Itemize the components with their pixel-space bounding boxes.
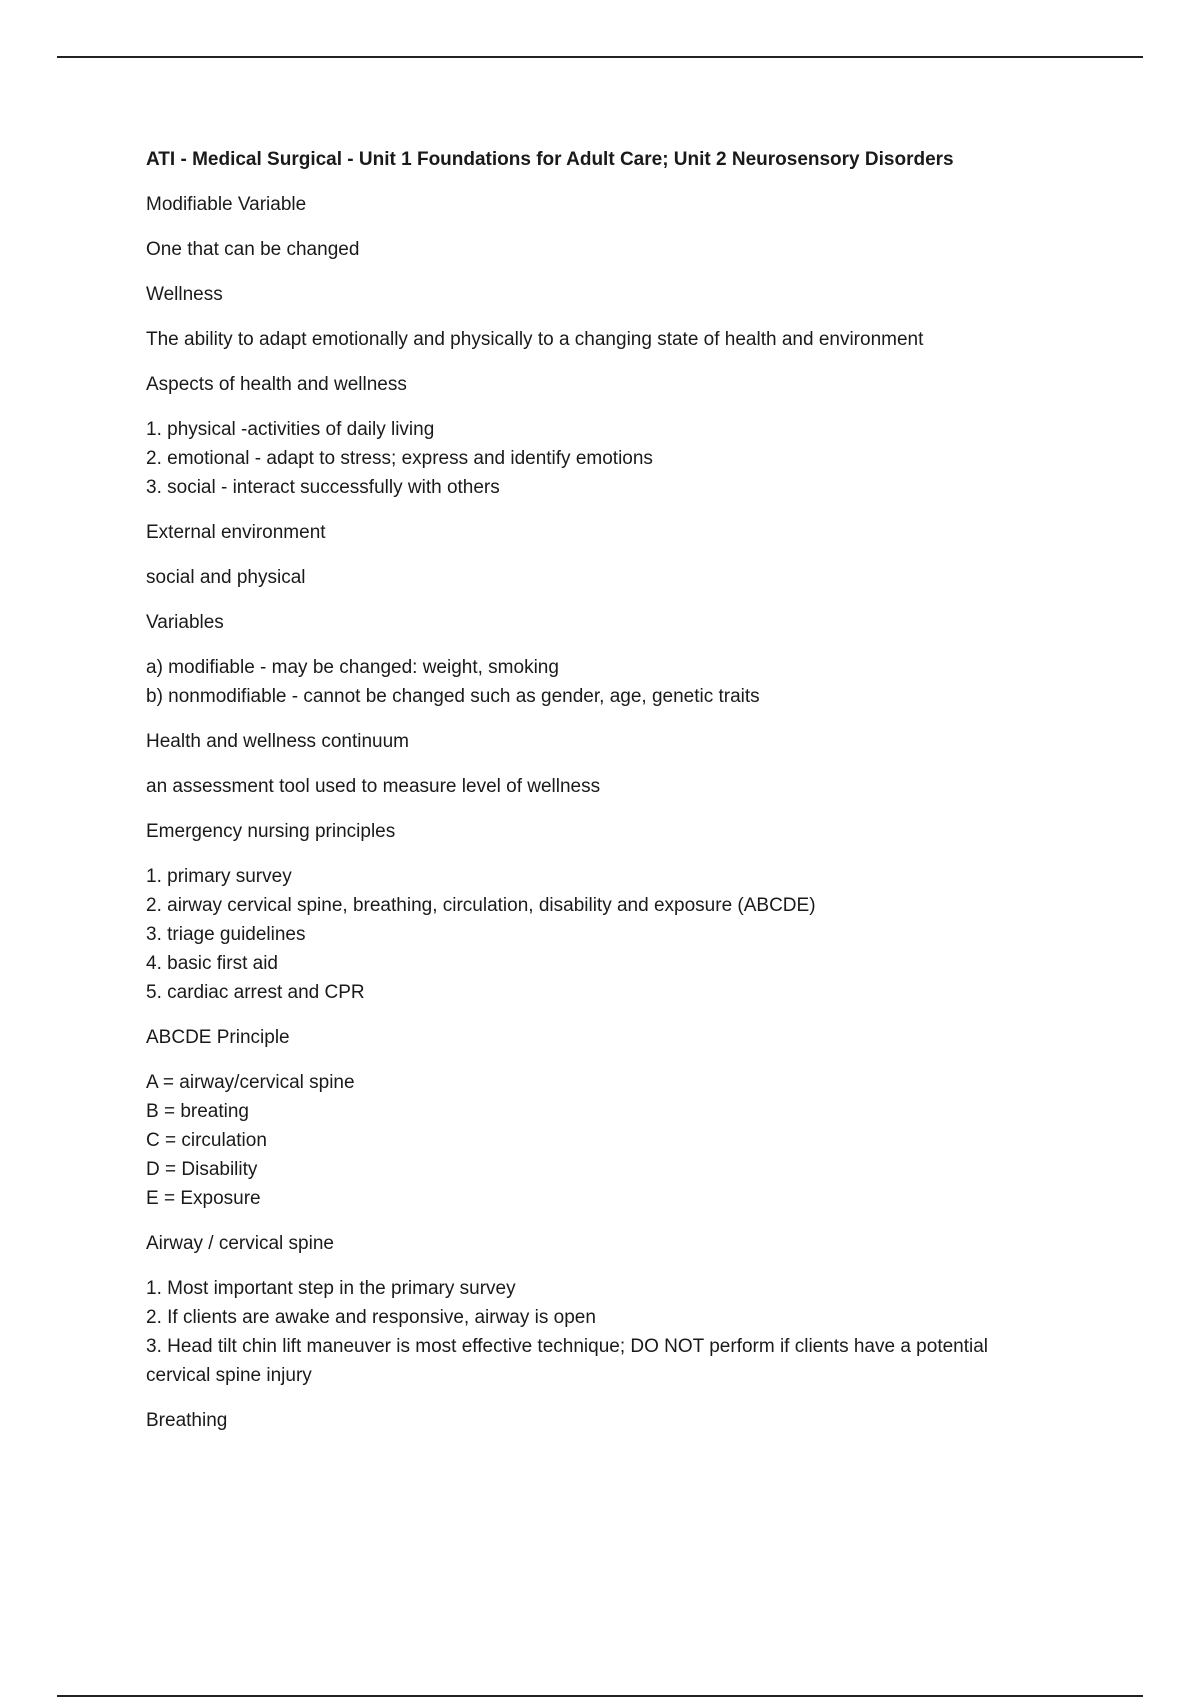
text-line: Modifiable Variable [146, 194, 307, 215]
text-line: Health and wellness continuum [146, 731, 409, 752]
text-entry [146, 1274, 1086, 1390]
text-line: C = circulation [146, 1130, 267, 1151]
text-entry [146, 817, 1086, 846]
text-line: Variables [146, 612, 224, 633]
text-entry [146, 518, 1086, 547]
document-body [146, 145, 1086, 1451]
text-entry [146, 772, 1086, 801]
text-entry [146, 190, 1086, 219]
text-entry [146, 1068, 1086, 1213]
text-line: 2. If clients are awake and responsive, airway is open [146, 1307, 596, 1328]
text-line: External environment [146, 522, 326, 543]
document-title: ATI - Medical Surgical - Unit 1 Foundations for Adult Care; Unit 2 Neurosensory Disorders [146, 149, 954, 170]
text-line: Aspects of health and wellness [146, 374, 407, 395]
text-line: an assessment tool used to measure level of wellness [146, 776, 601, 797]
text-entry [146, 280, 1086, 309]
entry-list [146, 190, 1086, 1435]
text-line: 2. airway cervical spine, breathing, circulation, disability and exposure (ABCDE) [146, 895, 816, 916]
text-entry [146, 1229, 1086, 1258]
text-line: 1. Most important step in the primary survey [146, 1278, 516, 1299]
text-entry [146, 563, 1086, 592]
text-line: 3. triage guidelines [146, 924, 306, 945]
text-line: Breathing [146, 1410, 228, 1431]
text-line: Emergency nursing principles [146, 821, 396, 842]
text-line: 2. emotional - adapt to stress; express and identify emotions [146, 448, 653, 469]
bottom-rule [57, 1695, 1143, 1697]
text-line: Wellness [146, 284, 223, 305]
text-line: ABCDE Principle [146, 1027, 290, 1048]
text-entry [146, 1406, 1086, 1435]
text-entry [146, 1023, 1086, 1052]
text-line: 4. basic first aid [146, 953, 278, 974]
text-line: E = Exposure [146, 1188, 261, 1209]
text-line: social and physical [146, 567, 306, 588]
text-line: Airway / cervical spine [146, 1233, 334, 1254]
text-entry [146, 325, 1086, 354]
top-rule [57, 56, 1143, 58]
text-entry [146, 862, 1086, 1007]
text-line: A = airway/cervical spine [146, 1072, 355, 1093]
text-line: 3. social - interact successfully with others [146, 477, 500, 498]
text-line: b) nonmodifiable - cannot be changed such as gender, age, genetic traits [146, 686, 760, 707]
text-line: D = Disability [146, 1159, 258, 1180]
text-line: One that can be changed [146, 239, 360, 260]
text-line: 3. Head tilt chin lift maneuver is most effective technique; DO NOT perform if clients have a potential [146, 1336, 989, 1357]
text-line: 5. cardiac arrest and CPR [146, 982, 365, 1003]
text-line: cervical spine injury [146, 1365, 312, 1386]
text-entry [146, 370, 1086, 399]
text-entry [146, 608, 1086, 637]
text-line: 1. primary survey [146, 866, 292, 887]
text-entry [146, 415, 1086, 502]
text-entry [146, 235, 1086, 264]
text-line: a) modifiable - may be changed: weight, smoking [146, 657, 559, 678]
text-entry [146, 727, 1086, 756]
text-entry [146, 653, 1086, 711]
text-line: The ability to adapt emotionally and physically to a changing state of health and environment [146, 329, 924, 350]
text-line: B = breating [146, 1101, 249, 1122]
text-line: 1. physical -activities of daily living [146, 419, 435, 440]
